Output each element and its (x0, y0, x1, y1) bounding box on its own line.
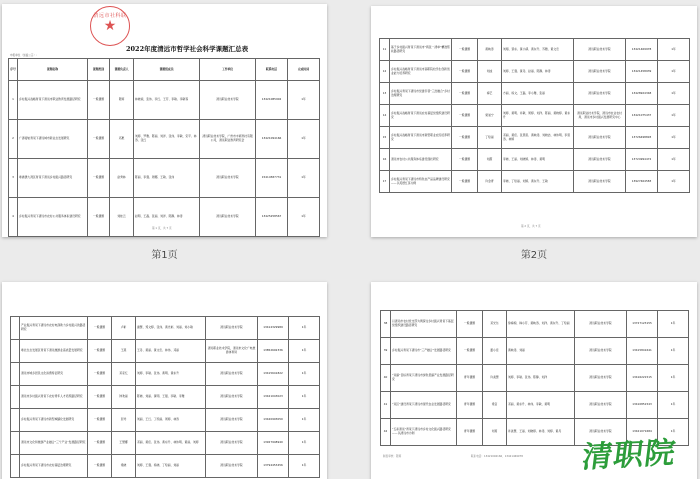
table-cell: 乡村振兴背景下清远市特色农产品品牌建设研究——以英德红茶为例 (390, 171, 452, 193)
table-cell: 1年 (288, 120, 320, 159)
table-cell: 3 (9, 159, 18, 198)
table-cell: 黄映涛、刘丽 (507, 338, 575, 365)
table-cell: 13421094166 (256, 120, 288, 159)
table-cell: 刘婷、李敏、张伟、陈静、刘洋 (507, 365, 575, 392)
table-cell: 一般课题 (88, 363, 112, 386)
table-cell: “五彩清远”背景下清远市乡村文化振兴路径研究——以清远市为例 (391, 419, 457, 446)
header-cell: 联系电话 (256, 59, 288, 81)
table-cell: 董小佳 (483, 338, 507, 365)
table-cell (11, 409, 20, 432)
table-cell: 一般课题 (88, 81, 110, 120)
page-1-table (8, 58, 320, 237)
meta-left: 申报单位（加盖公章）: (10, 54, 37, 57)
watermark-logo: 清职院 (580, 435, 679, 476)
page-label-2: 第2页 (520, 250, 548, 261)
table-row (11, 317, 320, 340)
table-cell: 乡村振兴背景下清远市“三产融合”发展路径研究 (391, 338, 457, 365)
table-row (11, 455, 320, 478)
table-cell: 乡村振兴背景下清远市党建引领“三治融合”乡村治理研究 (390, 83, 452, 105)
table-cell: 39 (381, 338, 391, 365)
table-cell: 1年 (658, 105, 690, 127)
table-cell: 1年 (658, 127, 690, 149)
table-cell: 13794453456 (258, 455, 289, 478)
table-cell: 一般课题 (88, 386, 112, 409)
table-cell: 梁晓 (112, 455, 136, 478)
table-cell: 邓家忆 (112, 363, 136, 386)
table-cell (11, 317, 20, 340)
table-cell: 方丽、杨文、王磊、李小雅、张丽 (502, 83, 574, 105)
table-cell: 陈晓、刘丽、黄明、王强、李敏、李雅 (136, 386, 206, 409)
table-cell: 刘婷、罗雅、陈丽、刘洋、张伟、李敏、宋平、林涛、张红 (134, 120, 200, 159)
table-cell: 刘婷、黄明、许敏、周婷、刘洋、陈丽、黄晓婷、黄东升 (502, 105, 574, 127)
table-cell: 赵明、王磊、张丽、刘洋、陈静、林涛 (134, 198, 200, 237)
table-cell: 丁绘丽 (478, 127, 502, 149)
table-cell: 13415641822 (258, 363, 289, 386)
table-cell: 1 (9, 81, 18, 120)
official-seal (90, 6, 130, 46)
table-row (11, 432, 320, 455)
table-cell: 梁宫 (483, 392, 507, 419)
table-cell: 13416221515 (627, 365, 658, 392)
table-cell: 青年课题 (457, 392, 483, 419)
table-row (380, 149, 690, 171)
table-cell: 邓丽、黄东升、林伟、李敏、黄明 (507, 392, 575, 419)
table-cell: 2 (9, 120, 18, 159)
table-cell: 清远职业技术学院，清远市农业农村局，清远市乡村振兴发展研究中心 (574, 105, 626, 127)
table-cell: 41 (381, 392, 391, 419)
page-3-thumbnail[interactable] (2, 282, 327, 479)
table-cell: 1年 (658, 149, 690, 171)
table-row (380, 105, 690, 127)
table-cell: 1年 (658, 419, 689, 446)
table-cell: 清远职业技术学院 (574, 83, 626, 105)
page-2-thumbnail[interactable] (371, 6, 697, 237)
table-cell: 乡村振兴背景下清远市新型城镇化发展研究 (20, 409, 88, 432)
table-cell: 11 (380, 39, 390, 61)
table-cell: 彭玲 (112, 409, 136, 432)
table-cell: 1年 (289, 340, 320, 363)
table-cell: 粤北生态发展区背景下清远旅游业高质量发展研究 (20, 340, 88, 363)
table-cell: 13852692336 (258, 340, 289, 363)
table-cell: 38 (381, 311, 391, 338)
table-cell: 邓丽、黄佳、张伟、黄东升、林伟明、黄丽、刘婷 (136, 432, 206, 455)
table-cell: 13414329989 (258, 317, 289, 340)
footer-right: 联系电话：13421094166、13421469978 (471, 455, 523, 458)
table-cell: 清远职业技术学院，清远市文化广电旅游体育局 (206, 340, 258, 363)
table-cell: 许金青 (478, 171, 502, 193)
table-cell: 一般课题 (88, 432, 112, 455)
table-row (11, 363, 320, 386)
table-cell: 许美慧 (483, 365, 507, 392)
table-cell: 清远职业技术学院 (574, 171, 626, 193)
table-row (9, 198, 320, 237)
table-cell: 1年 (288, 81, 320, 120)
table-cell: 陈丽、李强、周娜、王敏、张伟 (134, 159, 200, 198)
table-cell: 乡村振兴战略背景下清远市职业教育发展路径研究 (18, 81, 88, 120)
table-cell: 李晓、王丽、刘晓婷、林涛、黄明 (502, 149, 574, 171)
table-cell: 徐梅婉、韩小芳、黄映涛、刘洋、黄东升、丁绘丽 (507, 311, 575, 338)
table-row (381, 392, 689, 419)
table-row (11, 340, 320, 363)
table-cell: 产业振兴背景下清远市农村电商助力乡村振兴的路径研究 (20, 317, 88, 340)
table-row (9, 159, 320, 198)
table-cell: 13410851543 (627, 392, 658, 419)
table-cell: 青年课题 (457, 365, 483, 392)
page-label-1: 第1页 (151, 250, 178, 261)
table-cell: 邓惠 (110, 120, 134, 159)
table-cell: 一般课题 (452, 171, 478, 193)
table-cell: 一般课题 (452, 105, 478, 127)
table-cell: 清远职业技术学院 (206, 386, 258, 409)
table-cell: 13415841641 (627, 338, 658, 365)
table-cell: 4 (9, 198, 18, 237)
table-cell: 清远职业技术学院 (574, 127, 626, 149)
header-cell: 课题名称 (18, 59, 88, 81)
table-cell: 13421469978 (626, 39, 658, 61)
table-cell: 一般课题 (88, 340, 112, 363)
table-cell: 一般课题 (452, 149, 478, 171)
table-row (380, 39, 690, 61)
table-cell: 邓光乐 (483, 311, 507, 338)
table-cell: 王燕 (112, 340, 136, 363)
header-cell: 完成时间 (288, 59, 320, 81)
page-2-table (379, 38, 690, 193)
table-cell: 一般课题 (88, 409, 112, 432)
table-cell: 13421071684 (627, 419, 658, 446)
table-cell: 乡村振兴战略背景下清远市高职院校学生创新创业能力培养研究 (390, 61, 452, 83)
table-cell: 15 (380, 127, 390, 149)
table-cell: 1年 (658, 392, 689, 419)
seal-text: 清远市社科联 (93, 13, 127, 19)
table-cell: 1年 (288, 198, 320, 237)
table-cell: 清远职业技术学院 (206, 317, 258, 340)
table-cell: 13425258567 (256, 198, 288, 237)
table-cell: 清远职业技术学院 (200, 198, 256, 237)
table-cell: 青年课题 (457, 419, 483, 446)
table-cell: 乡村振兴战略背景下清远市新型职业农民培养研究 (390, 127, 452, 149)
table-cell: 黄映涛 (478, 39, 502, 61)
table-row (380, 61, 690, 83)
table-row (11, 386, 320, 409)
table-cell: 一般课题 (457, 311, 483, 338)
page-3-table (10, 316, 320, 478)
footer-left: 制表审核：陈婷 (383, 455, 402, 458)
table-cell: 清远职业技术学院 (575, 338, 627, 365)
header-cell: 课题类别 (88, 59, 110, 81)
table-cell: 刘成 (478, 61, 502, 83)
table-cell: 40 (381, 365, 391, 392)
table-cell: 清远市农村公共服务体系建设现状研究 (390, 149, 452, 171)
table-cell (11, 340, 20, 363)
table-cell: 13927464583 (626, 171, 658, 193)
table-cell (11, 386, 20, 409)
table-cell: 1年 (658, 338, 689, 365)
table-cell: 清远职业技术学院，广州市丰硕科技有限公司，清远职业教育研究会 (200, 120, 256, 159)
table-row (381, 365, 689, 392)
table-cell: 1年 (658, 83, 690, 105)
table-cell: 刘婷、王强、黄丹、赵丽、陈静、林涛 (502, 61, 574, 83)
table-cell: 一般课题 (88, 159, 110, 198)
table-cell: 以清远市农村党支部为例探讨乡村振兴背景下基层党组织建设路径研究 (391, 311, 457, 338)
table-cell: 1年 (289, 432, 320, 455)
table-cell: 14 (380, 105, 390, 127)
table-cell: 1年 (289, 363, 320, 386)
table-cell: 清远职业技术学院 (574, 39, 626, 61)
document-title: 2022年度清远市哲学社会科学课题汇总表 (126, 45, 249, 53)
page-footer: 第 1 页，共 7 页 (152, 227, 172, 230)
table-header-row (9, 59, 320, 81)
table-cell: 赵秀林 (110, 159, 134, 198)
seal-star-icon: ★ (103, 18, 117, 34)
table-cell: 一般课题 (88, 120, 110, 159)
table-cell: 林晓斌、张伟、李红、王芳、李敏、李敏等 (134, 81, 200, 120)
table-cell: 42 (381, 419, 391, 446)
table-cell: 清远职业技术学院 (575, 419, 627, 446)
page-footer: 第 2 页，共 7 页 (521, 225, 541, 228)
table-cell: 清远职业技术学院 (206, 432, 258, 455)
table-cell: 1年 (289, 317, 320, 340)
table-cell: 清远市乡村振兴背景下农村青年人才培养路径研究 (20, 386, 88, 409)
table-cell: 13 (380, 83, 390, 105)
table-cell: 清远职业技术学院 (206, 455, 258, 478)
table-cell: 刘婷、李敏、张伟、黄明、黄东升 (136, 363, 206, 386)
table-cell: 13420993050 (258, 409, 289, 432)
table-cell: 基于乡村振兴背景下清远市“两张一清单”精准帮扶路径研究 (390, 39, 452, 61)
table-cell: 12 (380, 61, 390, 83)
header-cell: 工作单位 (200, 59, 256, 81)
table-cell: 刘桂云 (110, 198, 134, 237)
table-cell: 许美慧、王丽、刘晓婷、林涛、刘婷、黄丹 (507, 419, 575, 446)
table-cell: 李晓、丁绘丽、刘婷、黄东升、王敏 (502, 171, 574, 193)
page-1-thumbnail[interactable] (2, 4, 327, 237)
table-cell: 一般课题 (452, 39, 478, 61)
table-cell: 广清接轨背景下清远城市新业态发展研究 (18, 120, 88, 159)
table-row (380, 171, 690, 193)
table-cell: 邓丽、黄佳、张思思、黄映涛、刘晓洁、林伟明、李思涛、林婷 (502, 127, 574, 149)
table-cell: 卢彬 (112, 317, 136, 340)
table-cell: 清远职业技术学院 (200, 159, 256, 198)
table-cell: 清远职业技术学院 (575, 392, 627, 419)
table-cell: 王丹、黄丽、黄文忠、林伟、邓丽 (136, 340, 206, 363)
table-cell: 1年 (658, 61, 690, 83)
table-cell: 1年 (288, 159, 320, 198)
table-cell: 17 (380, 171, 390, 193)
table-cell: 一般课题 (452, 61, 478, 83)
table-row (11, 409, 320, 432)
table-cell: 清远职业技术学院 (574, 61, 626, 83)
table-cell: 一般课题 (88, 455, 112, 478)
table-cell: 一般课题 (88, 198, 110, 237)
table-cell: 一般课题 (452, 127, 478, 149)
table-cell: 13726498893 (626, 127, 658, 149)
table-cell: 陈婷 (110, 81, 134, 120)
table-cell (11, 455, 20, 478)
table-cell: 王慧娜 (112, 432, 136, 455)
table-cell: 清远职业技术学院 (575, 311, 627, 338)
table-cell: 谢慧、郑文婷、张伟、黄光彬、刘丽、刘小敏 (136, 317, 206, 340)
table-cell: 一般课题 (457, 338, 483, 365)
table-cell: 13724994472 (626, 149, 658, 171)
table-cell: 刘婷、王强、杨晓、丁绘丽、刘丽 (136, 455, 206, 478)
table-cell: 1年 (289, 386, 320, 409)
table-cell: 13421458939 (626, 61, 658, 83)
header-cell: 序号 (9, 59, 18, 81)
header-cell: 课题组成员 (134, 59, 200, 81)
table-cell: 清远市文化和旅游产业融合“三个产业”发展路径研究 (20, 432, 88, 455)
table-cell: 13421085902 (256, 81, 288, 120)
table-row (381, 338, 689, 365)
table-cell: 钟欢丽 (112, 386, 136, 409)
table-cell: 13421075437 (626, 105, 658, 127)
table-row (380, 127, 690, 149)
table-cell: 13727123155 (627, 311, 658, 338)
table-cell: 13428924348 (626, 83, 658, 105)
table-cell: 乡村振兴背景下清远市农村公共服务体系建设研究 (18, 198, 88, 237)
table-cell: “双碳”目标背景下清远市绿色低碳产业发展路径研究 (391, 365, 457, 392)
table-row (9, 120, 320, 159)
table-row (9, 81, 320, 120)
table-cell: 清远职业技术学院 (206, 363, 258, 386)
table-cell: 梅艺 (478, 83, 502, 105)
table-cell: 粤港澳大湾区背景下清远乡村振兴路径研究 (18, 159, 88, 198)
table-cell: 乡村振兴战略背景下清远农村基层党组织建设研究 (390, 105, 452, 127)
table-cell: 一般课题 (452, 83, 478, 105)
table-cell: 清远职业技术学院 (574, 149, 626, 171)
header-cell: 课题负责人 (110, 59, 134, 81)
table-cell: 刘翔、蔡东、黄小倩、黄东升、苏雅、黄文忠 (502, 39, 574, 61)
table-cell: 1年 (658, 171, 690, 193)
table-cell: 13927948940 (258, 432, 289, 455)
table-cell: 清远职业技术学院 (206, 409, 258, 432)
table-cell: 清远职业技术学院 (575, 365, 627, 392)
table-cell (11, 432, 20, 455)
page-4-table (380, 310, 689, 446)
table-cell: 清远职业技术学院 (200, 81, 256, 120)
table-cell: 梁旭宁 (478, 105, 502, 127)
table-cell: 1年 (289, 409, 320, 432)
table-cell: 1年 (289, 455, 320, 478)
table-cell: 13421043023 (258, 386, 289, 409)
table-cell: “双区”建设背景下清远市现代农业发展路径研究 (391, 392, 457, 419)
table-cell: 一般课题 (88, 317, 112, 340)
table-row (380, 83, 690, 105)
table-row (381, 311, 689, 338)
table-cell: 1年 (658, 365, 689, 392)
table-cell (11, 363, 20, 386)
table-cell: 刘霞 (478, 149, 502, 171)
table-cell: 清远市城乡居民文化消费特征研究 (20, 363, 88, 386)
table-cell: 刘丽、王红、丁绘丽、周婷、林涛 (136, 409, 206, 432)
table-cell: 16 (380, 149, 390, 171)
table-cell: 1年 (658, 39, 690, 61)
table-cell: 刘莉 (483, 419, 507, 446)
table-cell: 1年 (658, 311, 689, 338)
table-cell: 15414587731 (256, 159, 288, 198)
table-cell: 乡村振兴背景下清远市农村基层治理研究 (20, 455, 88, 478)
